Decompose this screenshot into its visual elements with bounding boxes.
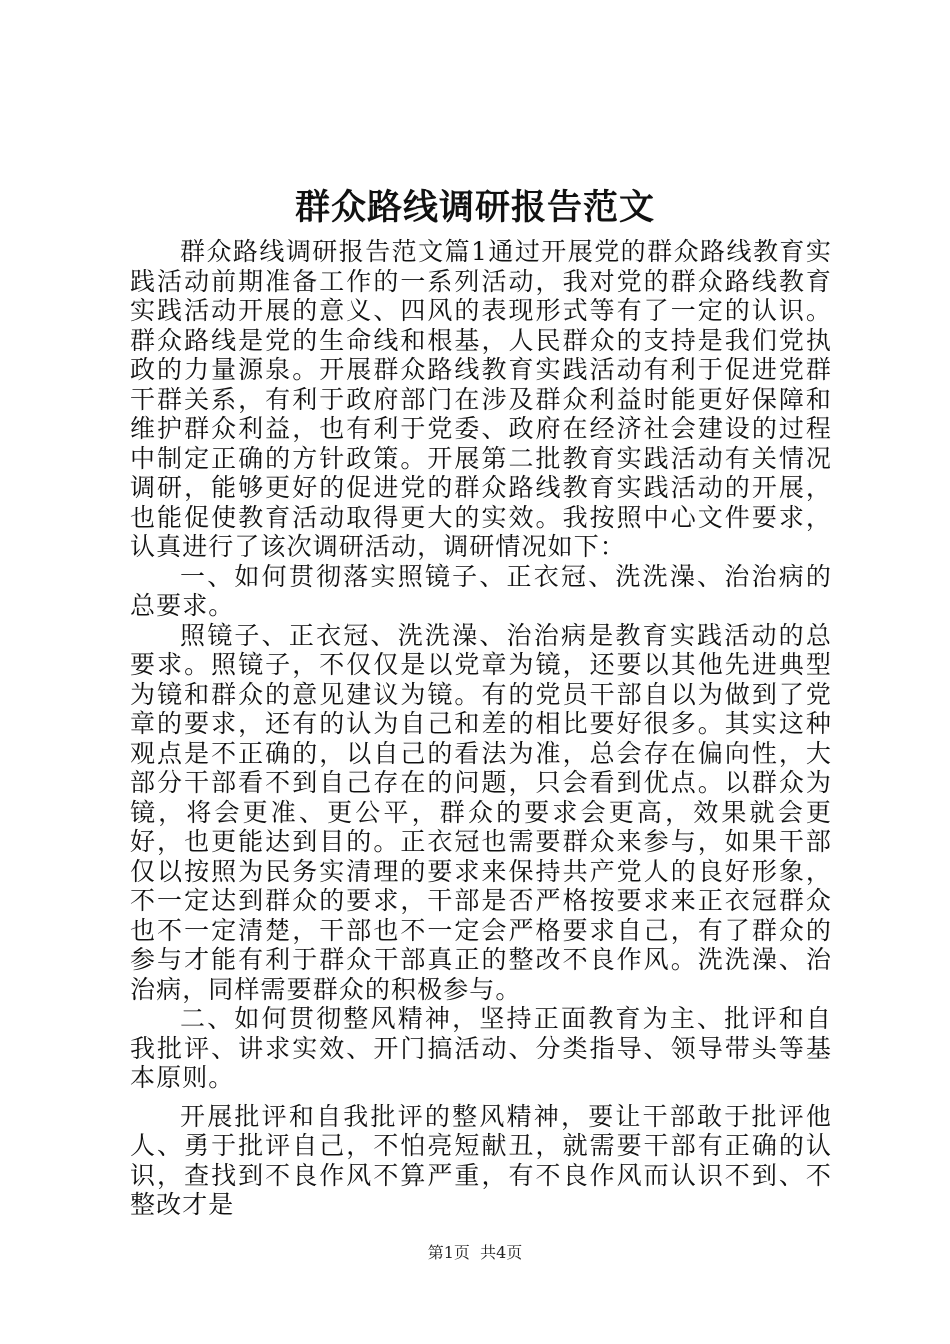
paragraph-section-2: 开展批评和自我批评的整风精神，要让干部敢于批评他人、勇于批评自己，不怕亮短献丑，就需要干部有正确的认识，查找到不良作风不算严重，有不良作风而认识不到、不整改才是 — [130, 1101, 832, 1219]
page-footer — [0, 1243, 950, 1263]
paragraph-intro: 群众路线调研报告范文篇1通过开展党的群众路线教育实践活动前期准备工作的一系列活动，我对党的群众路线教育实践活动开展的意义、四风的表现形式等有了一定的认识。群众路线是党的生命线和根基，人民群众的支持是我们党执政的力量源泉。开展群众路线教育实践活动有利于促进党群干群关系，有利于政府部门在涉及群众利益时能更好保障和维护群众利益，也有利于党委、政府在经济社会建设的过程中制定正确的方针政策。开展第二批教育实践活动有关情况调研，能够更好的促进党的群众路线教育实践活动的开展，也能促使教育活动取得更大的实效。我按照中心文件要求，认真进行了该次调研活动，调研情况如下： — [130, 237, 832, 561]
page-number: 第1页 — [427, 1243, 470, 1262]
page-total: 共4页 — [480, 1243, 523, 1262]
section-heading-2: 二、如何贯彻整风精神，坚持正面教育为主、批评和自我批评、讲求实效、开门搞活动、分类指导、领导带头等基本原则。 — [130, 1004, 832, 1092]
document-title: 群众路线调研报告范文 — [294, 187, 655, 228]
paragraph-section-1: 照镜子、正衣冠、洗洗澡、治治病是教育实践活动的总要求。照镜子，不仅仅是以党章为镜，还要以其他先进典型为镜和群众的意见建议为镜。有的党员干部自以为做到了党章的要求，还有的认为自己和差的相比要好很多。其实这种观点是不正确的，以自己的看法为准，总会存在偏向性，大部分干部看不到自己存在的问题，只会看到优点。以群众为镜，将会更准、更公平，群众的要求会更高，效果就会更好，也更能达到目的。正衣冠也需要群众来参与，如果干部仅以按照为民务实清理的要求来保持共产党人的良好形象，不一定达到群众的要求，干部是否严格按要求来正衣冠群众也不一定清楚，干部也不一定会严格要求自己，有了群众的参与才能有利于群众干部真正的整改不良作风。洗洗澡、治治病，同样需要群众的积极参与。 — [130, 620, 832, 1004]
document-body — [130, 237, 832, 1220]
section-heading-1: 一、如何贯彻落实照镜子、正衣冠、洗洗澡、治治病的总要求。 — [130, 561, 832, 620]
